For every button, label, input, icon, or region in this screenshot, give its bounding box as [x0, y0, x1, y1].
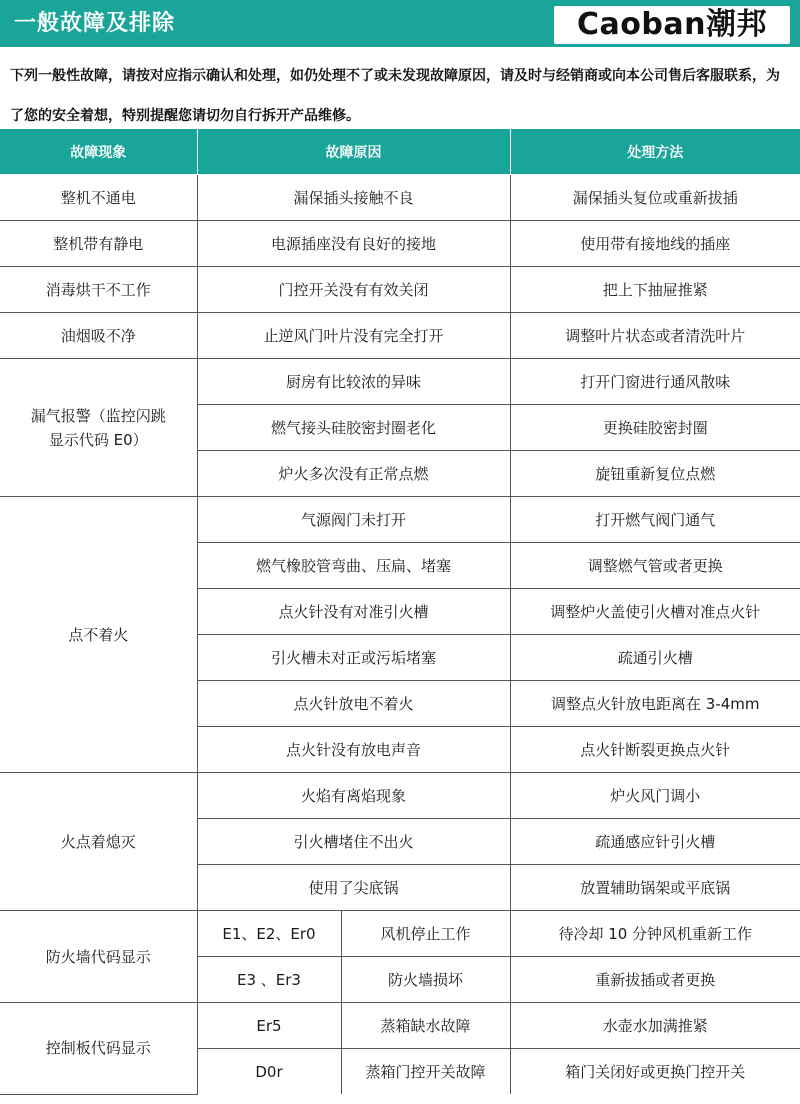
code-cell: E1、E2、Er0: [197, 911, 341, 957]
symptom-cell: 消毒烘干不工作: [0, 267, 197, 313]
fix-cell: 更换硅胶密封圈: [510, 405, 800, 451]
table-row: [0, 497, 800, 543]
symptom-cell: 火点着熄灭: [0, 773, 197, 911]
code-cell: E3 、Er3: [197, 957, 341, 1003]
symptom-cell: 防火墙代码显示: [0, 911, 197, 1003]
page-title: 一般故障及排除: [14, 11, 176, 36]
fix-cell: 疏通引火槽: [510, 635, 800, 681]
table-row: [0, 175, 800, 221]
cause-cell: 蒸箱缺水故障: [341, 1003, 510, 1049]
cause-cell: 止逆风门叶片没有完全打开: [197, 313, 510, 359]
cause-cell: 点火针放电不着火: [197, 681, 510, 727]
cause-cell: 门控开关没有有效关闭: [197, 267, 510, 313]
table-row: [0, 359, 800, 405]
cause-cell: 防火墙损坏: [341, 957, 510, 1003]
cause-cell: 火焰有离焰现象: [197, 773, 510, 819]
table-row: [0, 773, 800, 819]
cause-cell: 点火针没有对准引火槽: [197, 589, 510, 635]
table-row: [0, 267, 800, 313]
fix-cell: 调整点火针放电距离在 3-4mm: [510, 681, 800, 727]
fix-cell: 炉火风门调小: [510, 773, 800, 819]
cause-cell: 蒸箱门控开关故障: [341, 1049, 510, 1095]
fix-cell: 漏保插头复位或重新拔插: [510, 175, 800, 221]
cause-cell: 厨房有比较浓的异味: [197, 359, 510, 405]
fix-cell: 打开门窗进行通风散味: [510, 359, 800, 405]
cause-cell: 电源插座没有良好的接地: [197, 221, 510, 267]
cause-cell: 气源阀门未打开: [197, 497, 510, 543]
fix-cell: 重新拔插或者更换: [510, 957, 800, 1003]
cause-cell: 漏保插头接触不良: [197, 175, 510, 221]
fix-cell: 箱门关闭好或更换门控开关: [510, 1049, 800, 1095]
fix-cell: 把上下抽屉推紧: [510, 267, 800, 313]
header-symptom: 故障现象: [0, 129, 197, 175]
fault-table: [0, 128, 800, 1095]
symptom-cell: 控制板代码显示: [0, 1003, 197, 1095]
fix-cell: 使用带有接地线的插座: [510, 221, 800, 267]
symptom-cell: 整机不通电: [0, 175, 197, 221]
cause-cell: 风机停止工作: [341, 911, 510, 957]
symptom-cell: 漏气报警（监控闪跳 显示代码 E0）: [0, 359, 197, 497]
header-cause: 故障原因: [197, 129, 510, 175]
cause-cell: 引火槽未对正或污垢堵塞: [197, 635, 510, 681]
fix-cell: 调整燃气管或者更换: [510, 543, 800, 589]
notice-text: 下列一般性故障，请按对应指示确认和处理，如仍处理不了或未发现故障原因，请及时与经销商或向本公司售后客服联系，为了您的安全着想，特别提醒您请切勿自行拆开产品维修。: [10, 68, 780, 124]
fix-cell: 待冷却 10 分钟风机重新工作: [510, 911, 800, 957]
fix-cell: 打开燃气阀门通气: [510, 497, 800, 543]
fault-table-body: [0, 175, 800, 1095]
table-row: [0, 221, 800, 267]
fix-cell: 水壶水加满推紧: [510, 1003, 800, 1049]
table-header-row: [0, 129, 800, 175]
cause-cell: 点火针没有放电声音: [197, 727, 510, 773]
code-cell: Er5: [197, 1003, 341, 1049]
table-row: [0, 1003, 800, 1049]
symptom-cell: 油烟吸不净: [0, 313, 197, 359]
brand-logo: [554, 6, 790, 44]
cause-cell: 使用了尖底锅: [197, 865, 510, 911]
page-header: [0, 0, 800, 47]
fix-cell: 放置辅助锅架或平底锅: [510, 865, 800, 911]
cause-cell: 燃气接头硅胶密封圈老化: [197, 405, 510, 451]
fix-cell: 疏通感应针引火槽: [510, 819, 800, 865]
cause-cell: 炉火多次没有正常点燃: [197, 451, 510, 497]
cause-cell: 引火槽堵住不出火: [197, 819, 510, 865]
fix-cell: 调整叶片状态或者清洗叶片: [510, 313, 800, 359]
symptom-cell: 点不着火: [0, 497, 197, 773]
table-row: [0, 313, 800, 359]
fix-cell: 调整炉火盖使引火槽对准点火针: [510, 589, 800, 635]
brand-logo-text: Caoban潮邦: [577, 7, 767, 42]
cause-cell: 燃气橡胶管弯曲、压扁、堵塞: [197, 543, 510, 589]
fix-cell: 旋钮重新复位点燃: [510, 451, 800, 497]
fix-cell: 点火针断裂更换点火针: [510, 727, 800, 773]
symptom-cell: 整机带有静电: [0, 221, 197, 267]
header-fix: 处理方法: [510, 129, 800, 175]
table-row: [0, 911, 800, 957]
code-cell: D0r: [197, 1049, 341, 1095]
